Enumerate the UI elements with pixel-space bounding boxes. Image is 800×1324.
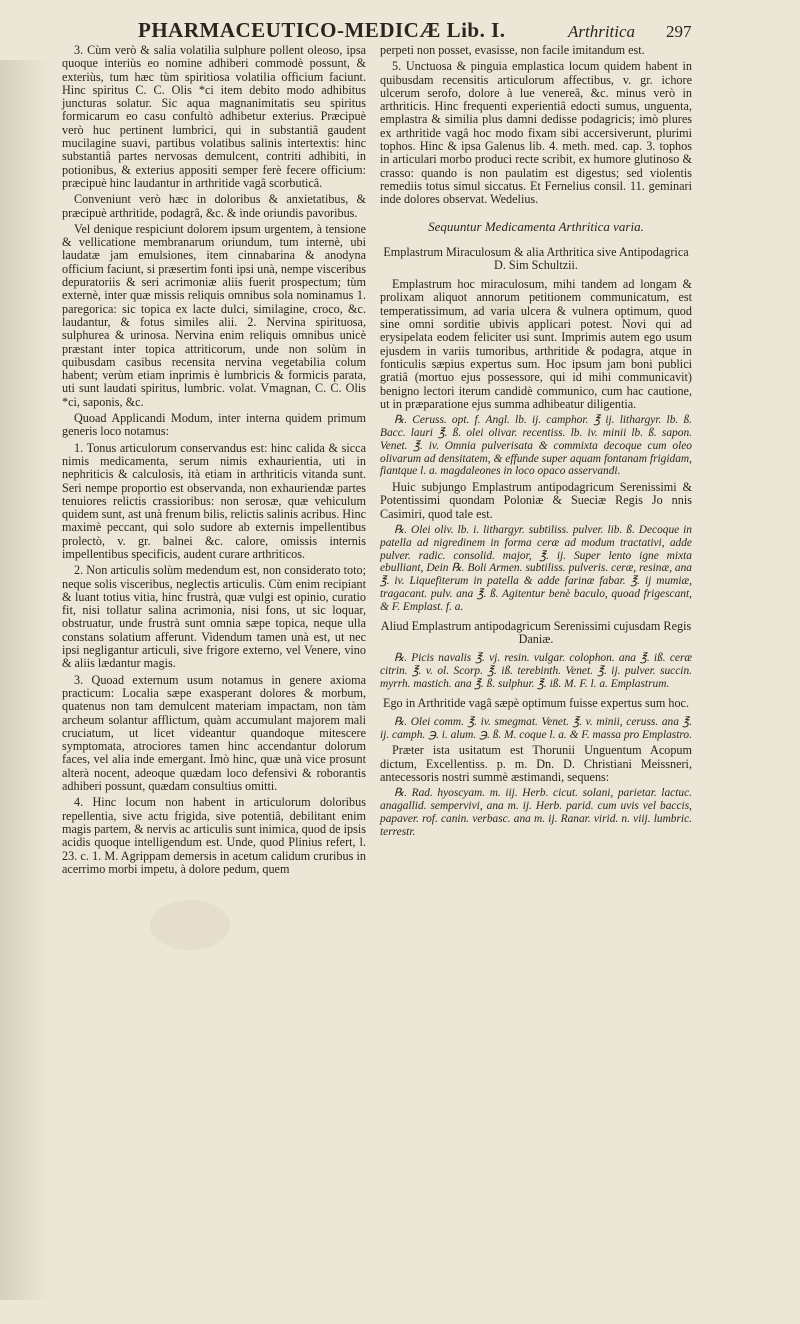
paragraph: 3. Cùm verò & salia volatilia sulphure pollent oleoso, ipsa quoque interiùs eo nomine adhiberi commodè possunt, & exteriùs, tum hæc tùm spiritiosa volatilia officium faciunt. Hinc spiritus C. C. Olis *ci item debito modo adhibitus juncturas solatur. Sic aqua magnanimitatis seu spiritus formicarum eo casu confultò adhibetur exterius. Præcipuè verò huc pertinent lumbrici, qui in substantiâ gaudent mucilagine suavi, partibus volatibus salinis intertextis: hinc substantiâ partes nervosas demulcent, contriti adhibiti, in potionibus, & exterius appositi semper ferè fecere officium: præcipuè hinc laudantur in arthritide vagâ scorbuticâ.: [62, 43, 366, 190]
recipe-title: Aliud Emplastrum antipodagricum Serenissimi cujusdam Regis Daniæ.: [380, 618, 692, 646]
recipe-formula: ℞. Ceruss. opt. f. Angl. lb. ij. camphor. ℥ ij. lithargyr. lb. ß. Bacc. lauri ℥. ß. olei olivar. recentiss. lb. iv. minii lb. ß. sapon. Venet. ℥. iv. Omnia pulverisata & commixta decoque cum oleo olivarum ad densitatem, & effunde super aquam fontanam frigidam, fiantque l. a. magdaleones in loco opaco asservandi.: [380, 414, 692, 478]
paragraph: 2. Non articulis solùm medendum est, non considerato toto; neque solis visceribus, neglectis articulis. Cùm enim recipiant & luant totius vitia, hinc frustrà, quæ vulgi est opinio, curatio fit, nisi tollatur salina acrimonia, nisi fons, ut sic loquar, obstruatur, unde frustrà sunt omnia sæpe topica, neque ulla constans solatium afferunt. Videndum tamen unà est, ut nec ipsi negligantur articuli, sive frigore externo, vel Venere, vino & aliis lædantur magis.: [62, 563, 366, 671]
recipe-formula: ℞. Olei comm. ℥. iv. smegmat. Venet. ℥. v. minii, ceruss. ana ℥. ij. camph. ℈. i. alum. ℈. ß. M. coque l. a. & F. massa pro Emplastro.: [380, 715, 692, 741]
paragraph: Huic subjungo Emplastrum antipodagricum Serenissimi & Potentissimi quondam Poloniæ & Sueciæ Regis Jo nnis Casimiri, quod tale est.: [380, 480, 692, 521]
recipe-formula: ℞. Rad. hyoscyam. m. iij. Herb. cicut. solani, parietar. lactuc. anagallid. sempervivi, ana m. ij. Herb. parid. cum uvis vel baccis, papaver. rof. canin. verbasc. ana m. ij. Ranar. virid. n. viij. lumbric. terrestr.: [380, 787, 692, 838]
paragraph: Emplastrum hoc miraculosum, mihi tandem ad longam & prolixam aliquot annorum petitionem communicatum, est temperatissimum, ad varia ulcera & vulnera optimum, quod sine omni sorditie ubivis applicari potest. Novi qui ad erysipelata eodem feliciter usi sunt. Imprimis autem ego usum ejusdem in variis tumoribus, arthritide & podagra, atque in fonticulis sæpius expertus sum. Hoc ipsum jam boni publici gratiâ (mortuo ejus possessore, qui id mihi communicavit) benigno lectori iterum candidè communico, cum hac cautione, ut in præparatione ejus summa adhibeatur diligentia.: [380, 277, 692, 411]
paragraph: perpeti non posset, evasisse, non facile imitandum est.: [380, 43, 645, 57]
paper-stain: [150, 900, 230, 950]
paragraph: Quoad Applicandi Modum, inter interna quidem primum generis loco notamus:: [62, 411, 366, 439]
paragraph: 1. Tonus articulorum conservandus est: hinc calida & sicca nimis medicamenta, serum nimis exhaurientia, uti in nephriticis & calculosis, ità etiam in arthriticis vitanda sunt. Seri nempe proportio est observanda, non exhauriendæ partes tenuiores relictis crassioribus: non serosæ, quæ vehiculum quidem sunt, ast unà frenum bilis, relictis salinis acribus. Hinc maximè peccant, qui solo sudore ab externis impellentibus prolectò, v. gr. balnei &c. calore, omissis internis impellentibus specificis, audent curare arthriticos.: [62, 440, 366, 561]
page-number: 297: [666, 22, 692, 41]
paragraph: Vel denique respiciunt dolorem ipsum urgentem, à tensione & vellicatione membranarum oriundum, tum internè, ubi laudatæ jam emulsiones, item cinnabarina & anodyna officium faciunt, si præsertim fonti ipsi unà, nempe visceribus depuratoriis & seri acrimoniæ aliis fuerit prospectum; tùm externè, inter quæ missis reliquis omnibus sola nominamus 1. paregorica: sic topica ex lacte dulci, similagine, croco, &c. laudantur, & fotus similes alii. 2. Nervina spirituosa, sulphurea & urinosa. Nervina enim reliquis omnibus unicè præstant inter topica attriticorum, unde non solùm in quibusdam casibus recensita nervina vegetabilia colum habent; verùm etiam inprimis è lumbricis & formicis parata, uti sunt laudati spiritus, lumbric. volat. Vmagnan, C. C. Olis *ci, saponis, &c.: [62, 221, 366, 409]
section-title: Arthritica: [568, 22, 636, 41]
paragraph: 3. Quoad externum usum notamus in genere axioma practicum: Localia sæpe exasperant dolores & morbum, quatenus non tam demulcent materiam impactam, non tàm archeum solantur afflictum, quàm accumulant majorem mali cruciatum, ut licet videantur quandoque mitescere symptomata, atrociores tamen hinc accendantur dolorum faces, vel alia inde emergant. Imò hinc, quæ unà vice prosunt alterà nocent, adeoque quædam loco defensivi & roborantis adhiberi possunt, quædam consultius omitti.: [62, 672, 366, 794]
recipe-title: Ego in Arthritide vagâ sæpè optimum fuisse expertus sum hoc.: [383, 695, 689, 710]
left-column: [62, 44, 366, 879]
paragraph: 5. Unctuosa & pinguia emplastica locum quidem habent in quibusdam recensitis articulorum affectibus, v. gr. ichore ulcerum serofo, dolore à lue venereâ, &c. minus verò in arthriticis. Hinc frequenti experientiâ edocti sumus, unguenta, emplastra & similia plus damni dedisse podagricis; imò plures ex arthritide vagâ hoc modo fixam sibi accersiverunt, plurimi tophos. Hinc & ipsa Galenus lib. 4. meth. med. cap. 3. tophos in articulari morbo produci recte scribit, ex humore glutinoso & crasso: quando is non paulatim est digestus; sed violentis remediis totus simul siccatus. Et Fernelius consil. 11. geminari inde dolores observat. Wedelius.: [380, 59, 692, 207]
running-title: PHARMACEUTICO-MEDICÆ Lib. I.: [138, 18, 506, 42]
section-heading: Sequuntur Medicamenta Arthritica varia.: [428, 218, 644, 234]
recipe-title: Emplastrum Miraculosum & alia Arthritica sive Antipodagrica D. Sim Schultzii.: [383, 244, 689, 272]
recipe-formula: ℞. Picis navalis ℥. vj. resin. vulgar. colophon. ana ℥. iß. ceræ citrin. ℥. v. ol. Scorp. ℥. iß. terebinth. Venet. ℥. ij. pulver. succin. myrrh. mastich. ana ℥. ß. sulphur. ℥. iß. M. F. l. a. Emplastrum.: [380, 652, 692, 690]
recipe-formula: ℞. Olei oliv. lb. i. lithargyr. subtiliss. pulver. lib. ß. Decoque in patella ad nigredinem in forma ceræ ad modum tractativi, adde pulver. radic. consolid. major, ℥. ij. Super lento igne mixta ebulliant, Dein ℞. Boli Armen. subtiliss. pulveris. ceræ, resinæ, ana ℥. iv. Liquefiterum in patella & adde farinæ fabar. ℥. ij mumiæ, tragacant. pulv. ana ℥. ß. Agitentur benè baculo, quoad frigescant, & F. Emplast. f. a.: [380, 524, 692, 613]
paragraph: 4. Hinc locum non habent in articulorum doloribus repellentia, sive actu frigida, sive potentiâ, debilitant enim magis partem, & nervis ac articulis sunt inimica, quod de ipsis acidis quoque intelligendum est. Unde, quod Plinius refert, l. 23. c. 1. M. Agrippam demersis in acetum calidum cruribus in acerrimo morbi impetu, à dolore pedum, quem: [62, 795, 366, 876]
paragraph: Conveniunt verò hæc in doloribus & anxietatibus, & præcipuè arthritide, podagrâ, &c. & inde oriundis pavoribus.: [62, 192, 366, 220]
paragraph: Præter ista usitatum est Thorunii Unguentum Acopum dictum, Excellentiss. p. m. Dn. D. Christiani Meissneri, antecessoris nostri summè æstimandi, sequens:: [380, 743, 692, 785]
page-gutter-shadow: [0, 60, 50, 1300]
right-column: [380, 44, 692, 842]
